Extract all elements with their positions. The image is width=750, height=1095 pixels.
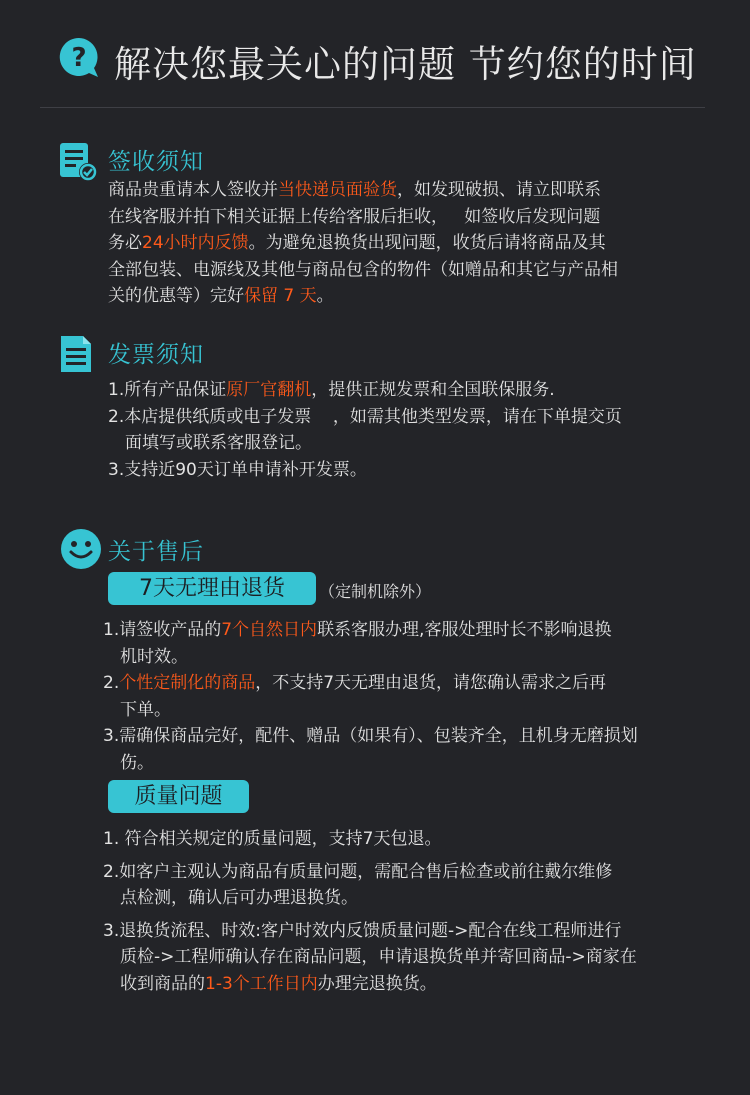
return-policy-pill: 7天无理由退货	[108, 572, 316, 605]
text: ，提供正规发票和全国联保服务.	[311, 380, 555, 400]
text: ，不支持7天无理由退货，请您确认需求之后再	[255, 673, 607, 693]
return-line-2b: 下单。	[120, 699, 171, 720]
text: 1.所有产品保证	[108, 380, 227, 400]
quality-line-3b: 质检->工程师确认存在商品问题，申请退换货单并寄回商品->商家在	[120, 947, 637, 967]
quality-line-2: 2.如客户主观认为商品有质量问题，需配合售后检查或前往戴尔维修	[103, 861, 613, 882]
invoice-paragraph	[108, 377, 622, 483]
text: 2.	[103, 673, 120, 693]
text: 。	[316, 286, 334, 306]
text: 收到商品的	[120, 973, 205, 994]
highlight-text: 当快递员面验货	[278, 180, 397, 200]
return-line-1b: 机时效。	[120, 646, 188, 667]
text: ，如发现破损、请立即联系	[397, 180, 601, 200]
quality-line-1: 1. 符合相关规定的质量问题，支持7天包退。	[103, 829, 442, 849]
smiley-face-icon	[60, 528, 102, 570]
svg-text:?: ?	[71, 43, 87, 73]
text: 务必	[108, 233, 142, 253]
invoice-section-title: 发票须知	[108, 342, 204, 368]
invoice-line-3: 面填写或联系客服登记。	[125, 433, 312, 453]
question-bubble-icon	[58, 36, 100, 78]
highlight-text: 7个自然日内	[221, 620, 318, 640]
invoice-line-2: 2.本店提供纸质或电子发票 ，如需其他类型发票，请在下单提交页	[108, 406, 622, 427]
highlight-text: 原厂官翻机	[226, 380, 312, 400]
return-line-2	[103, 670, 638, 697]
text: 1.请签收产品的	[103, 620, 222, 640]
aftersale-section-title: 关于售后	[108, 539, 204, 565]
sign-line-3	[108, 230, 618, 257]
sign-line-5	[108, 283, 618, 310]
page-title: 解决您最关心的问题 节约您的时间	[114, 43, 697, 86]
quality-issue-pill: 质量问题	[108, 780, 249, 813]
sign-line-1	[108, 177, 618, 204]
header-divider	[40, 107, 705, 108]
sign-line-2: 在线客服并拍下相关证据上传给客服后拒收， 如签收后发现问题	[108, 206, 601, 227]
invoice-document-icon	[58, 334, 100, 376]
signed-document-icon	[58, 141, 100, 183]
text: 。为避免退换货出现问题，收货后请将商品及其	[248, 233, 606, 253]
highlight-text: 个性定制化的商品	[119, 673, 256, 693]
return-line-3: 3.需确保商品完好，配件、赠品（如果有）、包装齐全，且机身无磨损划	[103, 726, 638, 746]
sign-paragraph	[108, 177, 618, 310]
return-policy-note: （定制机除外）	[319, 582, 432, 601]
return-paragraph	[103, 617, 638, 776]
return-line-1	[103, 617, 638, 644]
highlight-text: 保留 7 天	[244, 286, 317, 306]
quality-line-3c	[103, 971, 637, 998]
text: 商品贵重请本人签收并	[108, 180, 278, 200]
invoice-line-4: 3.支持近90天订单申请补开发票。	[108, 459, 367, 480]
quality-line-2b: 点检测，确认后可办理退换货。	[120, 888, 358, 908]
return-line-3b: 伤。	[120, 752, 154, 773]
highlight-text: 1-3个工作日内	[205, 973, 318, 994]
quality-paragraph	[103, 826, 637, 997]
sign-line-4: 全部包装、电源线及其他与商品包含的物件（如赠品和其它与产品相	[108, 259, 618, 280]
text: 联系客服办理,客服处理时长不影响退换	[317, 620, 612, 640]
quality-line-3: 3.退换货流程、时效:客户时效内反馈质量问题->配合在线工程师进行	[103, 920, 622, 941]
invoice-line-1	[108, 377, 622, 404]
sign-section-title: 签收须知	[108, 149, 204, 175]
text: 办理完退换货。	[317, 973, 437, 994]
page-header	[0, 0, 750, 108]
text: 关的优惠等）完好	[108, 286, 244, 306]
highlight-text: 24小时内反馈	[142, 233, 249, 253]
